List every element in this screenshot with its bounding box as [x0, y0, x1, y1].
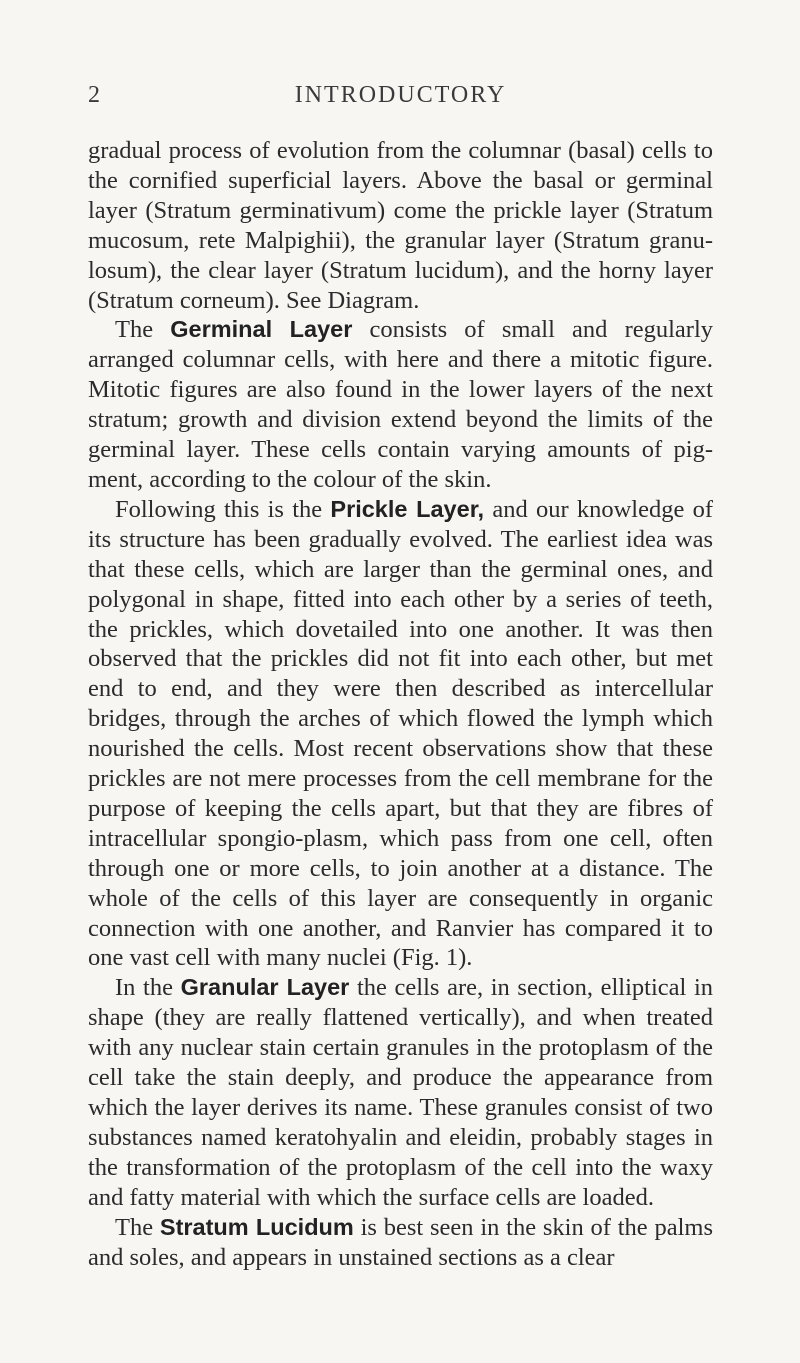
paragraph-text: is best seen in the skin of the palms and soles, and appears in unstained sections as a clear: [88, 1213, 713, 1271]
paragraph-stratum-lucidum: [88, 1213, 713, 1273]
paragraph-text: consists of small and regularly arranged columnar cells, with here and there a mitotic figure. Mitotic figures are also found in the lower layers of the next stratum; growth and division extend beyond the limits of the germinal layer. These cells contain varying amounts of pig-ment, according to the colour of the skin.: [88, 316, 714, 493]
paragraph-granular-layer: [88, 973, 713, 1212]
paragraph-text: the cells are, in section, elliptical in shape (they are really flattened vertically), and when treated with any nuclear stain certain granules in the protoplasm of the cell take the stain deeply, and produce the appearance from which the layer derives its name. These granules consist of two substances named keratohyalin and eleidin, probably stages in the transformation of the protoplasm of the cell into the waxy and fatty material with which the surface cells are loaded.: [88, 974, 714, 1211]
paragraph-intro-continued: [88, 136, 713, 315]
paragraph-text: gradual process of evolution from the columnar (basal) cells to the cornified superficial layers. Above the basal or germinal layer (Stratum germinativum) come the prickle layer (Stratum mucosum, rete Malpighii), the granular layer (Stratum granu-losum), the clear layer (Stratum lucidum), and the horny layer (Stratum corneum). See Diagram.: [88, 137, 713, 314]
heading-term-prickle-layer: Prickle Layer,: [330, 495, 485, 522]
running-head: [88, 82, 713, 116]
page-number: 2: [88, 82, 101, 108]
running-title: INTRODUCTORY: [294, 82, 507, 108]
paragraph-lead: The: [115, 316, 171, 344]
paragraph-lead: Following this is the: [115, 495, 331, 523]
paragraph-lead: The: [115, 1213, 160, 1241]
heading-term-granular-layer: Granular Layer: [180, 974, 350, 1001]
heading-term-stratum-lucidum: Stratum Lucidum: [159, 1213, 354, 1240]
paragraph-germinal-layer: [88, 315, 713, 494]
paragraph-text: and our knowledge of its structure has been gradually evolved. The earliest idea was that these cells, which are larger than the germinal ones, and polygonal in shape, fitted into each other by a series of teeth, the prickles, which dovetailed into one another. It was then observed that the prickles did not fit into each other, but met end to end, and they were then described as intercellular bridges, through the arches of which flowed the lymph which nourished the cells. Most recent observations show that these prickles are not mere processes from the cell membrane for the purpose of keeping the cells apart, but that they are fibres of intracellular spongio-plasm, which pass from one cell, often through one or more cells, to join another at a distance. The whole of the cells of this layer are consequently in organic connection with one another, and Ranvier has compared it to one vast cell with many nuclei (Fig. 1).: [88, 495, 713, 972]
paragraph-lead: In the: [115, 974, 181, 1002]
heading-term-germinal-layer: Germinal Layer: [170, 316, 353, 343]
paragraph-prickle-layer: [88, 495, 713, 974]
body-text: [88, 136, 713, 1272]
